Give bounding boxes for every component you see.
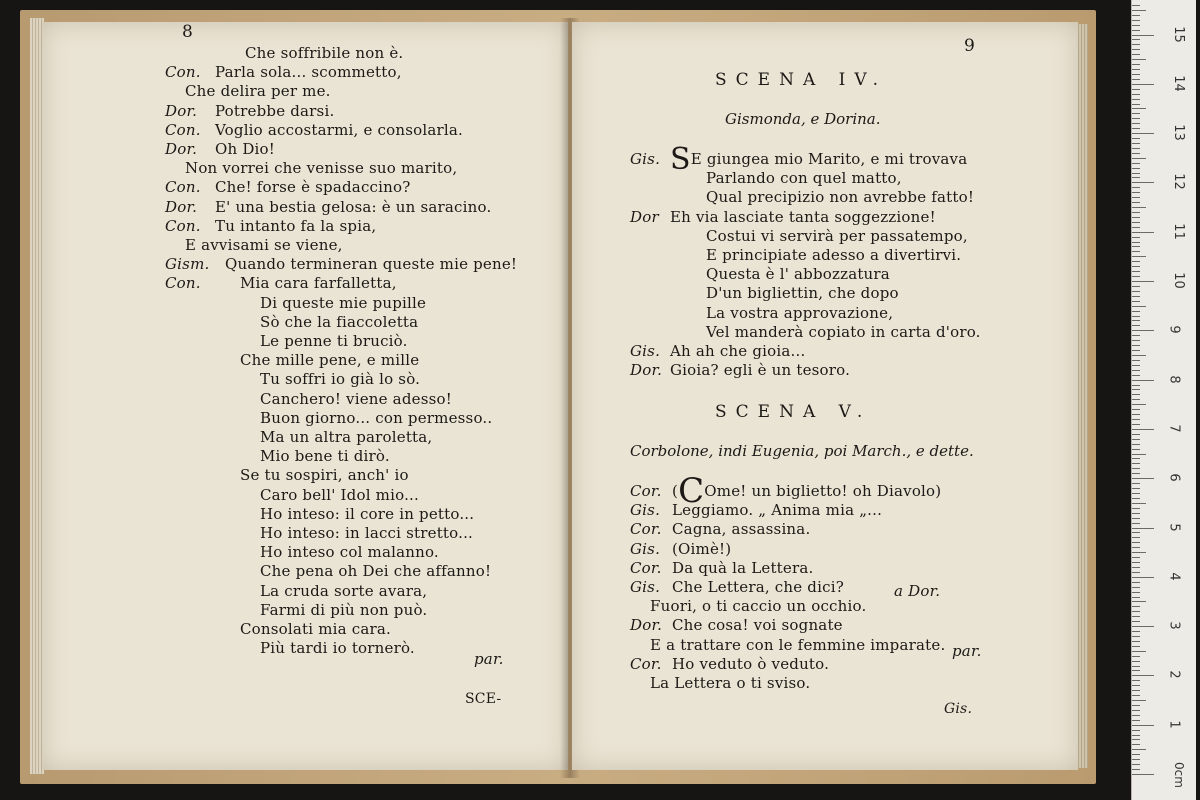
verse-line: E' una bestia gelosa: è un saracino. xyxy=(215,197,492,216)
ruler-tick xyxy=(1132,542,1140,543)
verse-text: ( xyxy=(672,482,679,500)
verse-line: Più tardi io tornerò. xyxy=(260,639,415,658)
ruler-tick xyxy=(1132,572,1140,573)
ruler-tick xyxy=(1132,675,1154,676)
ruler-tick xyxy=(1132,345,1140,346)
speaker-label: Con. xyxy=(165,120,201,139)
ruler-tick xyxy=(1132,587,1140,588)
ruler-tick xyxy=(1132,414,1140,415)
ruler-tick xyxy=(1132,375,1140,376)
verse-line: Che delira per me. xyxy=(185,82,331,101)
ruler-tick xyxy=(1132,705,1140,706)
speaker-label: Dor. xyxy=(630,361,663,380)
ruler-tick xyxy=(1132,340,1140,341)
ruler-tick xyxy=(1132,454,1146,455)
verse-line xyxy=(670,142,968,177)
ruler-number: 15 xyxy=(1170,25,1186,43)
ruler-tick xyxy=(1132,646,1140,647)
ruler-tick xyxy=(1132,296,1140,297)
ruler-tick xyxy=(1132,503,1146,504)
ruler-tick xyxy=(1132,173,1140,174)
ruler-tick xyxy=(1132,532,1140,533)
ruler-tick xyxy=(1132,74,1140,75)
ruler-tick xyxy=(1132,197,1140,198)
ruler-tick xyxy=(1132,256,1146,257)
ruler-tick xyxy=(1132,656,1140,657)
ruler-number: 14 xyxy=(1170,75,1186,92)
ruler-tick xyxy=(1132,355,1146,356)
scene-heading: SCENA V. xyxy=(715,402,872,422)
ruler-tick xyxy=(1132,528,1154,529)
ruler-tick xyxy=(1132,611,1140,612)
verse-line: Ho veduto ò veduto. xyxy=(672,654,830,673)
verse-line: Che soffribile non è. xyxy=(245,44,404,62)
ruler-tick xyxy=(1132,35,1154,36)
left-page xyxy=(42,22,568,770)
verse-line: Qual precipizio non avrebbe fatto! xyxy=(706,188,975,207)
speaker-label: Con. xyxy=(165,178,201,197)
ruler-tick xyxy=(1132,468,1140,469)
ruler-tick xyxy=(1132,143,1140,144)
ruler-tick xyxy=(1132,212,1140,213)
ruler-tick xyxy=(1132,478,1154,479)
ruler-tick xyxy=(1132,409,1140,410)
verse-line: E principiate adesso a divertirvi. xyxy=(706,246,962,264)
ruler-tick xyxy=(1132,582,1140,583)
ruler-tick xyxy=(1132,661,1140,662)
verse-line: Potrebbe darsi. xyxy=(215,101,335,120)
ruler-tick xyxy=(1132,123,1140,124)
ruler-tick xyxy=(1132,577,1154,578)
speaker-label: Gis. xyxy=(630,501,661,520)
verse-line: Tu soffri io già lo sò. xyxy=(260,370,421,389)
verse-line: Questa è l' abbozzatura xyxy=(706,265,890,284)
verse-line: (Oimè!) xyxy=(672,539,732,558)
verse-line: Vel manderà copiato in carta d'oro. xyxy=(706,322,981,341)
ruler-tick xyxy=(1132,291,1140,292)
ruler-tick xyxy=(1132,192,1140,193)
ruler-tick xyxy=(1132,493,1140,494)
ruler-number: 11 xyxy=(1170,222,1186,240)
verse-line: Di queste mie pupille xyxy=(260,293,427,312)
verse-text: Ome! un biglietto! oh Diavolo) xyxy=(704,482,942,500)
ruler-tick xyxy=(1132,685,1140,686)
ruler-tick xyxy=(1132,158,1146,159)
ruler-number: 0cm xyxy=(1171,762,1186,788)
ruler-tick xyxy=(1132,138,1140,139)
speaker-label: Con. xyxy=(165,216,201,235)
ruler-number: 3 xyxy=(1166,621,1182,630)
verse-line: Ho inteso: il core in petto... xyxy=(260,504,475,523)
ruler-tick xyxy=(1132,54,1140,55)
verse-line: Consolati mia cara. xyxy=(240,620,391,638)
ruler-tick xyxy=(1132,597,1140,598)
ruler-number: 9 xyxy=(1166,325,1182,334)
page-number: 9 xyxy=(964,36,975,56)
ruler-tick xyxy=(1132,168,1140,169)
ruler-tick xyxy=(1132,153,1140,154)
ruler-tick xyxy=(1132,113,1140,114)
ruler-tick xyxy=(1132,749,1146,750)
ruler-tick xyxy=(1132,651,1146,652)
verse-line: Quando termineran queste mie pene! xyxy=(225,255,518,274)
ruler-tick xyxy=(1132,133,1154,134)
ruler-tick xyxy=(1132,488,1140,489)
ruler-tick xyxy=(1132,700,1146,701)
stage-direction-par: par. xyxy=(474,650,504,668)
ruler-tick xyxy=(1132,631,1140,632)
ruler-number: 13 xyxy=(1170,124,1186,141)
ruler-number: 6 xyxy=(1166,473,1182,482)
ruler-tick xyxy=(1132,311,1140,312)
ruler-tick xyxy=(1132,730,1140,731)
ruler-tick xyxy=(1132,261,1140,262)
ruler-tick xyxy=(1132,606,1140,607)
speaker-label: Cor. xyxy=(630,482,662,500)
ruler-tick xyxy=(1132,404,1146,405)
ruler-tick xyxy=(1132,725,1154,726)
ruler-tick xyxy=(1132,306,1146,307)
ruler-tick xyxy=(1132,513,1140,514)
ruler-tick xyxy=(1132,163,1140,164)
ruler-tick xyxy=(1132,301,1140,302)
ruler-tick xyxy=(1132,286,1140,287)
drop-capital: C xyxy=(678,471,705,511)
ruler-tick xyxy=(1132,695,1140,696)
ruler-tick xyxy=(1132,84,1154,85)
ruler-tick xyxy=(1132,187,1140,188)
ruler-tick xyxy=(1132,626,1154,627)
verse-line: Ho inteso col malanno. xyxy=(260,543,439,562)
verse-line: Buon giorno... con permesso.. xyxy=(260,408,493,427)
ruler-tick xyxy=(1132,616,1140,617)
ruler-tick xyxy=(1132,15,1140,16)
ruler-tick xyxy=(1132,419,1140,420)
ruler-tick xyxy=(1132,5,1140,6)
speaker-label: Con. xyxy=(165,274,201,293)
ruler-tick xyxy=(1132,271,1140,272)
ruler-tick xyxy=(1132,276,1140,277)
ruler-tick xyxy=(1132,621,1140,622)
ruler-number: 8 xyxy=(1166,374,1182,384)
speaker-label: Gis. xyxy=(630,578,661,596)
ruler-tick xyxy=(1132,59,1146,60)
ruler-tick xyxy=(1132,508,1140,509)
ruler-tick xyxy=(1132,207,1146,208)
ruler-tick xyxy=(1132,754,1140,755)
ruler-tick xyxy=(1132,20,1140,21)
ruler-tick xyxy=(1132,552,1146,553)
verse-line: Cagna, assassina. xyxy=(672,520,811,539)
ruler-tick xyxy=(1132,128,1140,129)
ruler-tick xyxy=(1132,774,1154,775)
verse-line: D'un bigliettin, che dopo xyxy=(706,284,899,303)
ruler-tick xyxy=(1132,350,1140,351)
drop-capital: S xyxy=(670,142,691,177)
scene-heading: SCENA IV. xyxy=(715,70,888,90)
verse-line: Le penne ti bruciò. xyxy=(260,332,408,350)
verse-line: Oh Dio! xyxy=(215,140,276,158)
ruler-tick xyxy=(1132,148,1140,149)
ruler-tick xyxy=(1132,335,1140,336)
ruler-tick xyxy=(1132,444,1140,445)
ruler-number: 5 xyxy=(1166,522,1182,532)
ruler-tick xyxy=(1132,389,1140,390)
ruler-tick xyxy=(1132,108,1146,109)
verse-line: Canchero! viene adesso! xyxy=(260,389,452,408)
ruler-tick xyxy=(1132,720,1140,721)
ruler-tick xyxy=(1132,769,1140,770)
verse-line: Non vorrei che venisse suo marito, xyxy=(185,159,458,178)
ruler-tick xyxy=(1132,281,1154,282)
ruler-number: 10 xyxy=(1170,272,1186,289)
ruler-tick xyxy=(1132,64,1140,65)
catchword: Gis. xyxy=(944,701,973,717)
verse-line: Caro bell' Idol mio... xyxy=(260,485,419,504)
ruler-tick xyxy=(1132,636,1140,637)
ruler-tick xyxy=(1132,360,1140,361)
ruler-tick xyxy=(1132,641,1140,642)
speaker-label: Gis. xyxy=(630,150,661,168)
ruler-tick xyxy=(1132,246,1140,247)
ruler-tick xyxy=(1132,715,1140,716)
verse-line: Che mille pene, e mille xyxy=(240,351,420,370)
ruler-tick xyxy=(1132,320,1140,321)
ruler-tick xyxy=(1132,182,1154,183)
verse-line: Gioia? egli è un tesoro. xyxy=(670,361,851,380)
verse-line: La Lettera o ti sviso. xyxy=(650,674,811,692)
verse-line: Ah ah che gioia... xyxy=(670,342,806,360)
ruler-tick xyxy=(1132,680,1140,681)
verse-text: E giungea mio Marito, e mi trovava xyxy=(690,150,968,168)
ruler-tick xyxy=(1132,735,1140,736)
ruler-tick xyxy=(1132,44,1140,45)
verse-line: E avvisami se viene, xyxy=(185,236,343,254)
ruler-tick xyxy=(1132,79,1140,80)
stage-direction-par: par. xyxy=(952,642,982,660)
speaker-label: Dor xyxy=(630,207,659,226)
ruler-tick xyxy=(1132,69,1140,70)
ruler-tick xyxy=(1132,232,1154,233)
verse-line: Parla sola... scommetto, xyxy=(215,63,402,82)
ruler-tick xyxy=(1132,325,1140,326)
ruler-tick xyxy=(1132,458,1140,459)
stage-direction-a-dor: a Dor. xyxy=(894,582,941,600)
ruler-tick xyxy=(1132,89,1140,90)
scene-characters: Corbolone, indi Eugenia, poi March., e dette. xyxy=(630,442,974,460)
ruler-tick xyxy=(1132,439,1140,440)
ruler-tick xyxy=(1132,739,1140,740)
ruler-tick xyxy=(1132,518,1140,519)
speaker-label: Gis. xyxy=(630,539,661,558)
ruler-tick xyxy=(1132,764,1140,765)
ruler-tick xyxy=(1132,222,1140,223)
ruler-number: 1 xyxy=(1166,720,1182,729)
speaker-label: Dor. xyxy=(165,197,198,216)
ruler-tick xyxy=(1132,498,1140,499)
ruler-tick xyxy=(1132,39,1140,40)
ruler-tick xyxy=(1132,316,1140,317)
verse-line: Leggiamo. „ Anima mia „... xyxy=(672,501,883,520)
ruler-tick xyxy=(1132,449,1140,450)
speaker-label: Gis. xyxy=(630,342,661,360)
ruler-tick xyxy=(1132,670,1140,671)
ruler-tick xyxy=(1132,744,1140,745)
speaker-label: Gism. xyxy=(165,255,210,274)
verse-line: Parlando con quel matto, xyxy=(706,169,902,188)
ruler-tick xyxy=(1132,666,1140,667)
verse-line: Fuori, o ti caccio un occhio. xyxy=(650,597,867,616)
ruler-tick xyxy=(1132,227,1140,228)
speaker-label: Dor. xyxy=(630,616,663,635)
speaker-label: Con. xyxy=(165,63,201,82)
verse-line: Se tu sospiri, anch' io xyxy=(240,466,409,485)
ruler-tick xyxy=(1132,266,1140,267)
right-page xyxy=(572,22,1078,770)
ruler-tick xyxy=(1132,710,1140,711)
verse-line: Sò che la fiaccoletta xyxy=(260,312,419,331)
ruler-tick xyxy=(1132,394,1140,395)
ruler-tick xyxy=(1132,523,1140,524)
ruler-tick xyxy=(1132,94,1140,95)
verse-line: E a trattare con le femmine imparate. xyxy=(650,635,946,654)
ruler-tick xyxy=(1132,217,1140,218)
verse-line: Voglio accostarmi, e consolarla. xyxy=(215,120,463,139)
ruler-tick xyxy=(1132,385,1140,386)
ruler-tick xyxy=(1132,10,1146,11)
ruler-number: 2 xyxy=(1166,670,1182,680)
speaker-label: Cor. xyxy=(630,520,662,539)
ruler-tick xyxy=(1132,547,1140,548)
verse-line: Che pena oh Dei che affanno! xyxy=(260,562,492,581)
ruler-tick xyxy=(1132,365,1140,366)
ruler-number: 7 xyxy=(1166,424,1182,433)
ruler-tick xyxy=(1132,567,1140,568)
ruler-tick xyxy=(1132,483,1140,484)
ruler-number: 4 xyxy=(1166,572,1182,581)
ruler-tick xyxy=(1132,30,1140,31)
ruler-tick xyxy=(1132,251,1140,252)
verse-line: Che cosa! voi sognate xyxy=(672,616,843,635)
ruler-tick xyxy=(1132,370,1140,371)
ruler-tick xyxy=(1132,177,1140,178)
catchword: SCE- xyxy=(465,691,502,707)
verse-line: Ho inteso: in lacci stretto... xyxy=(260,524,474,542)
ruler-tick xyxy=(1132,202,1140,203)
measuring-ruler xyxy=(1131,0,1196,800)
verse-line: La vostra approvazione, xyxy=(706,303,894,322)
ruler-number: 12 xyxy=(1170,173,1186,191)
ruler-tick xyxy=(1132,237,1140,238)
page-number: 8 xyxy=(182,22,193,42)
ruler-tick xyxy=(1132,118,1140,119)
ruler-tick xyxy=(1132,25,1140,26)
ruler-tick xyxy=(1132,434,1140,435)
speaker-label: Cor. xyxy=(630,558,662,577)
ruler-tick xyxy=(1132,592,1140,593)
ruler-tick xyxy=(1132,562,1140,563)
ruler-tick xyxy=(1132,601,1146,602)
verse-line: Da quà la Lettera. xyxy=(672,558,814,577)
ruler-tick xyxy=(1132,399,1140,400)
speaker-label: Dor. xyxy=(165,101,198,120)
ruler-tick xyxy=(1132,557,1140,558)
verse-line: La cruda sorte avara, xyxy=(260,581,428,600)
ruler-tick xyxy=(1132,104,1140,105)
verse-line: Costui vi servirà per passatempo, xyxy=(706,226,968,245)
ruler-tick xyxy=(1132,242,1140,243)
ruler-tick xyxy=(1132,537,1140,538)
verse-line: Che! forse è spadaccino? xyxy=(215,178,411,197)
verse-line: Tu intanto fa la spia, xyxy=(215,216,377,235)
verse-line: Farmi di più non può. xyxy=(260,600,428,619)
ruler-tick xyxy=(1132,99,1140,100)
verse-line: Mia cara farfalletta, xyxy=(240,274,397,293)
ruler-tick xyxy=(1132,424,1140,425)
verse-line: Che Lettera, che dici? xyxy=(672,578,844,596)
ruler-tick xyxy=(1132,429,1154,430)
ruler-tick xyxy=(1132,330,1154,331)
verse-line: Mio bene ti dirò. xyxy=(260,447,390,466)
ruler-tick xyxy=(1132,49,1140,50)
ruler-tick xyxy=(1132,380,1154,381)
speaker-label: Dor. xyxy=(165,140,198,158)
speaker-label: Cor. xyxy=(630,654,662,673)
ruler-tick xyxy=(1132,690,1140,691)
scene-characters: Gismonda, e Dorina. xyxy=(725,110,881,128)
verse-line: Ma un altra paroletta, xyxy=(260,428,433,446)
verse-line: Eh via lasciate tanta soggezzione! xyxy=(670,207,936,226)
ruler-tick xyxy=(1132,473,1140,474)
ruler-tick xyxy=(1132,463,1140,464)
ruler-tick xyxy=(1132,759,1140,760)
